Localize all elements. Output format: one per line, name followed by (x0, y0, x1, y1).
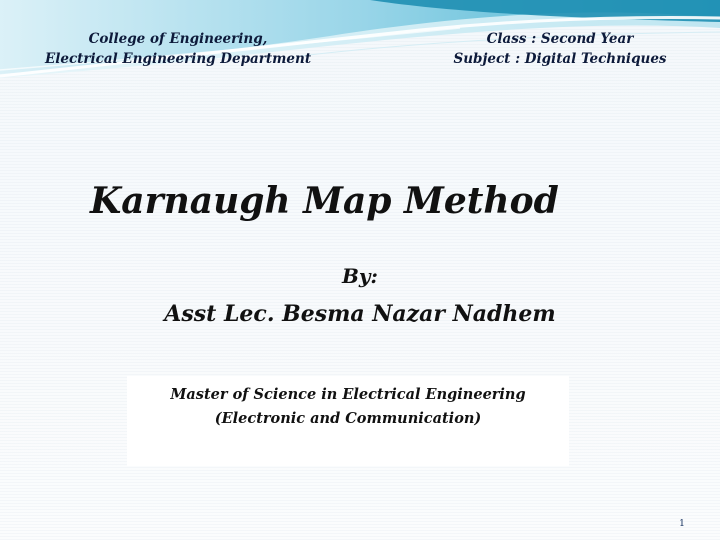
slide-title: Karnaugh Map Method (90, 180, 559, 222)
degree-box (127, 376, 569, 466)
subject-label: Subject : Digital Techniques (453, 51, 667, 67)
college-name: College of Engineering, (88, 31, 268, 47)
degree-title: Master of Science in Electrical Engineering (170, 386, 526, 403)
class-label: Class : Second Year (486, 31, 634, 47)
institution-header (18, 29, 338, 69)
degree-specialization: (Electronic and Communication) (214, 410, 482, 427)
author-name: Asst Lec. Besma Nazar Nadhem (164, 301, 556, 327)
department-name: Electrical Engineering Department (44, 51, 312, 67)
course-header (430, 29, 690, 69)
slide-number: 1 (679, 519, 685, 529)
byline-label: By: (342, 264, 378, 288)
